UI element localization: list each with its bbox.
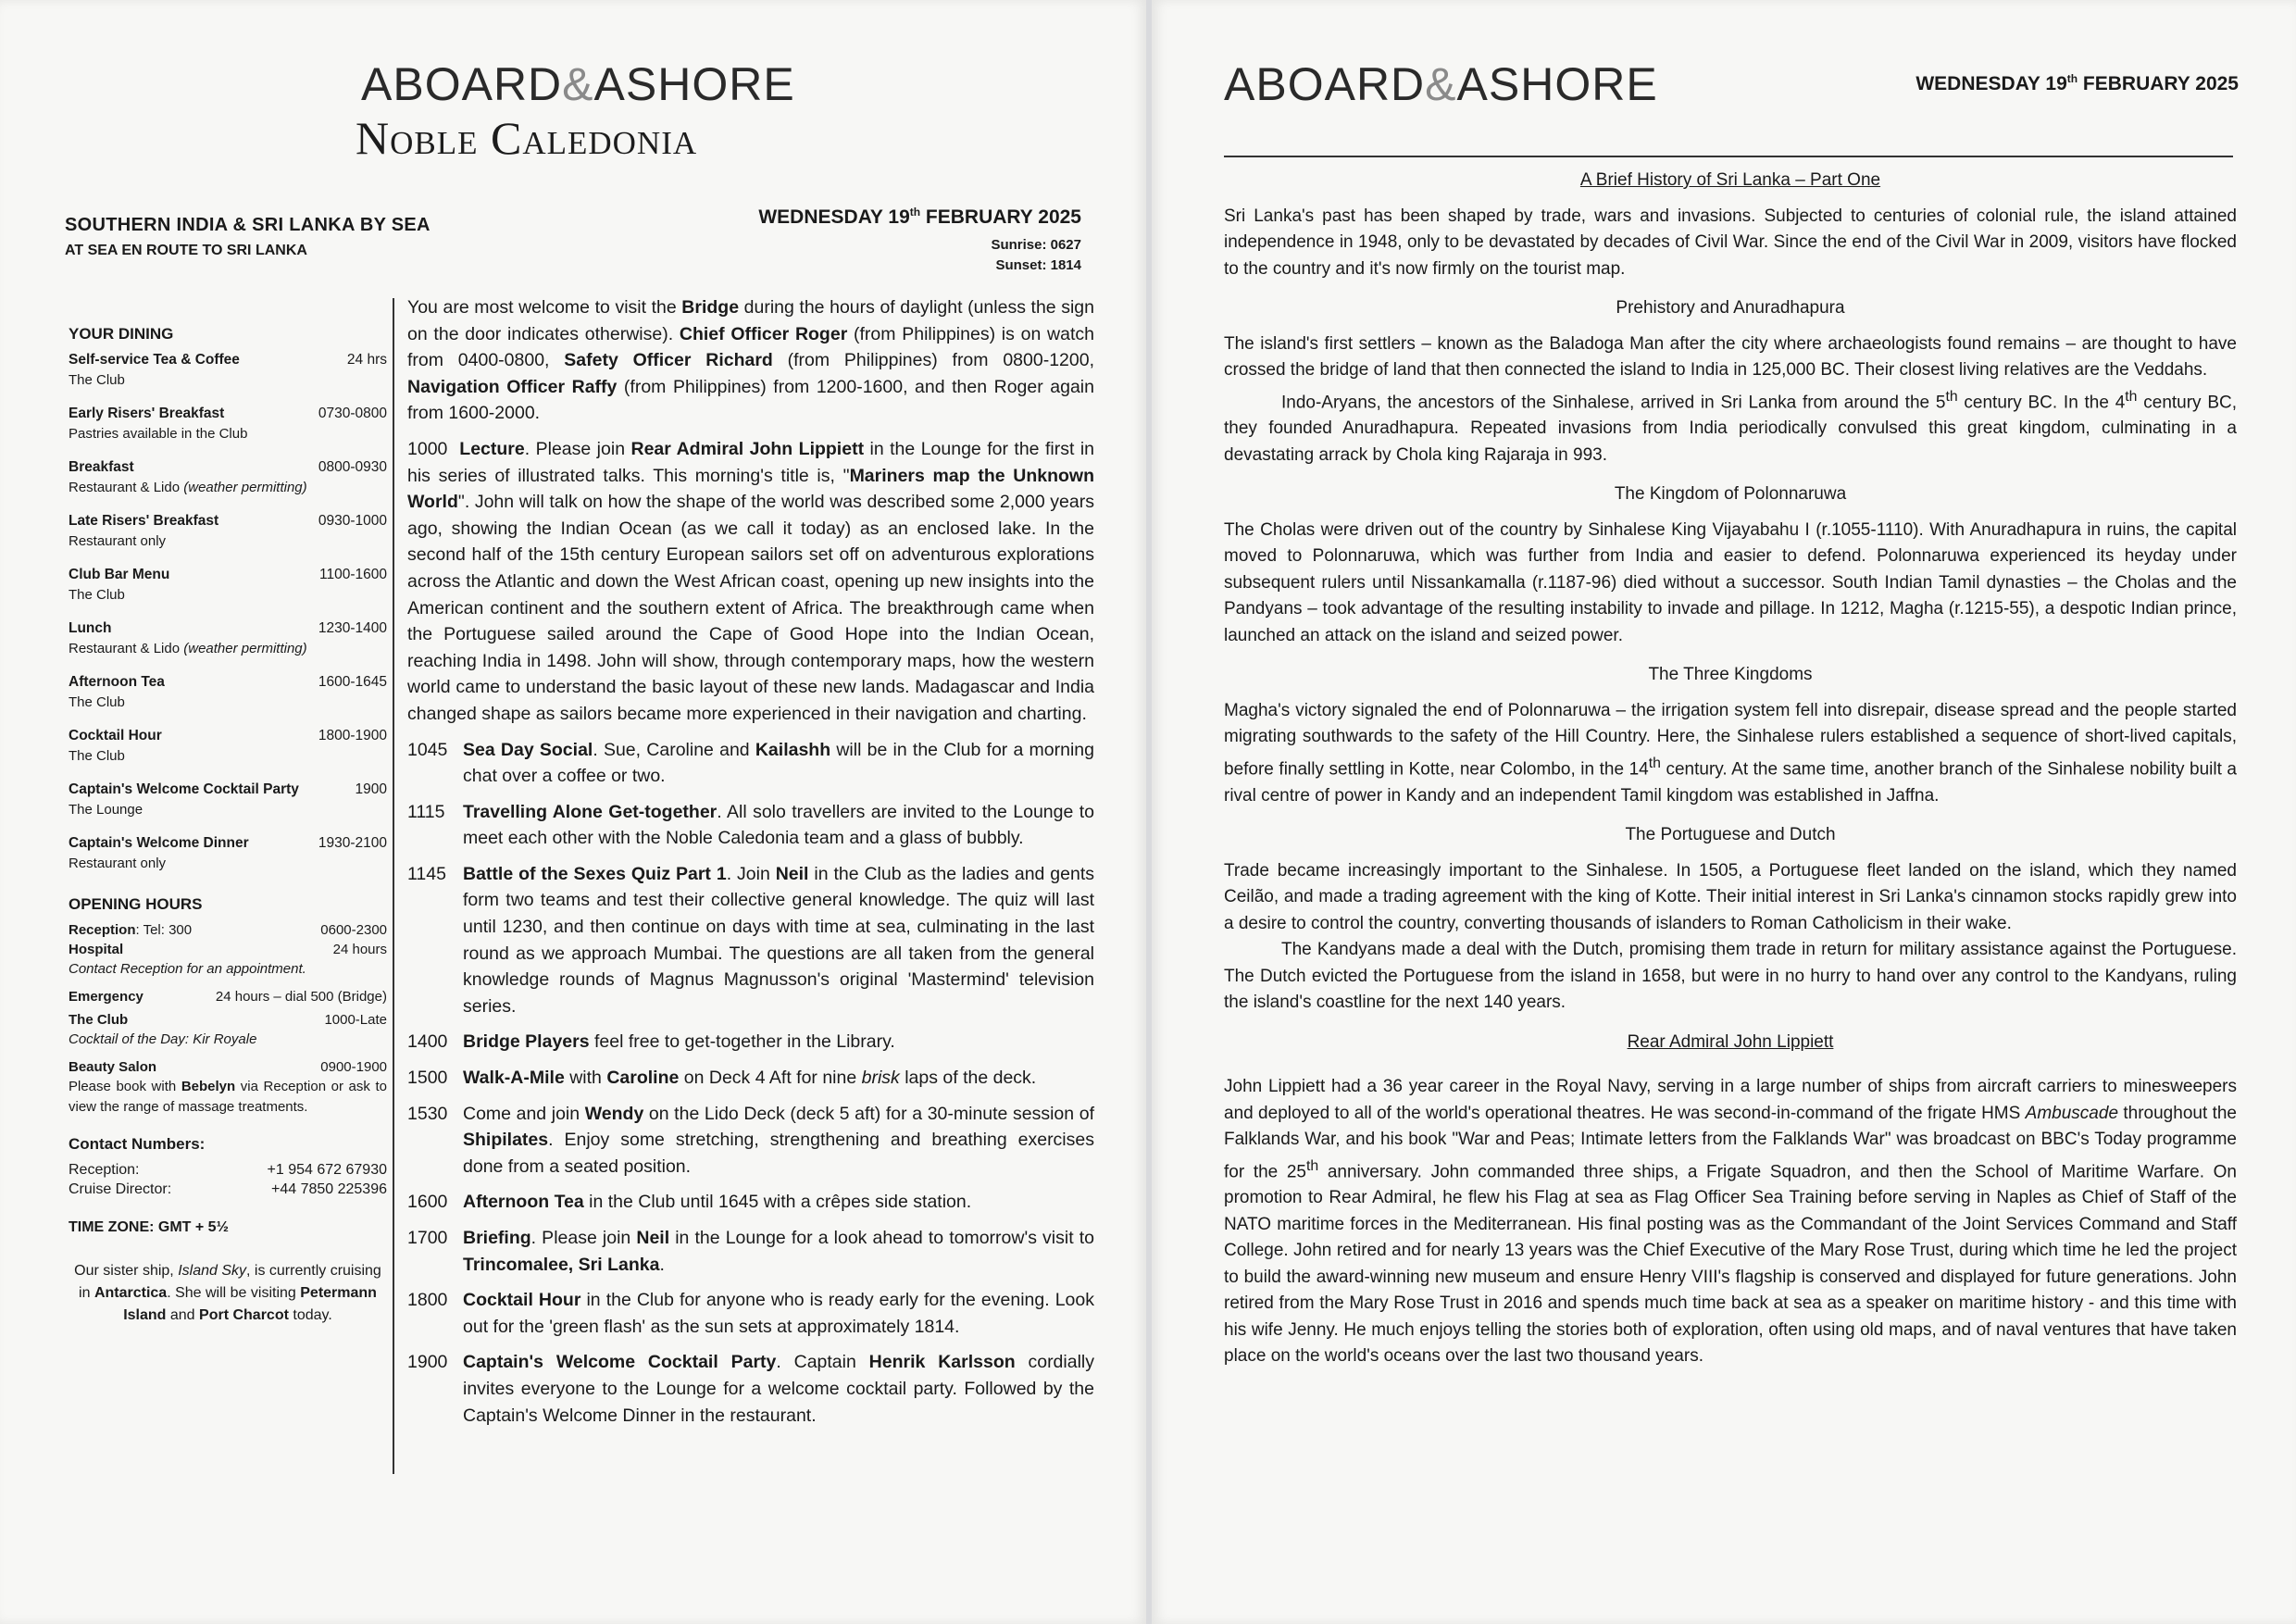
dining-item-row [69, 511, 387, 531]
dining-item-row [69, 672, 387, 693]
sunset: Sunset: 1814 [995, 257, 1081, 273]
dining-item-time: 1900 [355, 781, 387, 797]
event-1600: 1600 Afternoon Tea in the Club until 1645 with a crêpes side station. [407, 1192, 972, 1213]
event-1045: 1045 Sea Day Social. Sue, Caroline and Kailashh will be in the Club for a morning chat over a coffee or two. [407, 739, 1094, 787]
bridge-intro: You are most welcome to visit the Bridge during the hours of daylight (unless the sign on the door indicates otherwise). Chief Officer Roger (from Philippines) is on watch from 0400-0800, Safety Officer Richard (from Philippines) from 0800-1200, Navigation Officer Raffy (from Philippines) from 1200-1600, and then Roger again from 1600-2000. [407, 297, 1094, 424]
dining-item-where: The Club [69, 587, 125, 603]
dining-list [69, 350, 387, 874]
section-prehistory: Prehistory and Anuradhapura [1616, 298, 1845, 318]
event-1000: 1000 Lecture. Please join Rear Admiral John Lippiett in the Lounge for the first in his series of illustrated talks. This morning's title is, "Mariners map the Unknown World". John will talk on how the shape of the world was described some 2,000 years ago, showing the Indian Ocean (as we call it today) as an enclosed lake. In the second half of the 15th century European sailors set off on adventurous explorations across the Atlantic and down the West African coast, opening up new insights into the American continent and the southern extent of Africa. The breakthrough came when the Portuguese sailed around the Cape of Good Hope into the Indian Ocean, reaching India in 1498. John will show, through contemporary maps, how the western world came to understand the basic layout of these new lands. Madagascar and India changed shape as sailors became more experienced in their navigation and charting. [407, 438, 1094, 724]
article-intro: Sri Lanka's past has been shaped by trade, wars and invasions. Subjected to centuries of colonial rule, the island attained independence in 1948, only to be devastated by decades of Civil War. Since the end of the Civil War in 2009, visitors have flocked to the country and it's now firmly on the tourist map. [1224, 206, 2237, 279]
dining-item-where: The Club [69, 694, 125, 710]
dining-item-time: 0730-0800 [318, 406, 387, 421]
dining-item-where: The Club [69, 748, 125, 764]
dining-item [69, 565, 387, 606]
dining-item-where: Restaurant only [69, 533, 167, 549]
portuguese-para: Trade became increasingly important to the Sinhalese. In 1505, a Portuguese fleet landed on the island, which they named Ceilão, and made a trading agreement with the king of Kotte. Their initial interest in Sri Lanka's cinnamon stocks rapidly grew into a desire to control the country, converting thousands of islanders to Roman Catholicism in their wake. [1224, 860, 2237, 933]
event-1530: 1530 Come and join Wendy on the Lido Deck (deck 5 aft) for a 30-minute session of Shipilates. Enjoy some stretching, strengthening and breathing exercises done from a seated position. [407, 1103, 1094, 1177]
masthead-left [356, 57, 795, 164]
history-article [1224, 162, 2237, 1370]
beauty-note: Please book with Bebelyn via Reception or ask to view the range of massage treatments. [69, 1079, 387, 1115]
dining-item [69, 833, 387, 874]
dining-item-row [69, 350, 387, 370]
dining-item-row [69, 404, 387, 424]
dining-item-name: Lunch [69, 620, 112, 636]
contact-reception: Reception: +1 954 672 67930 [69, 1162, 387, 1178]
issue-date: WEDNESDAY 19th FEBRUARY 2025 [758, 206, 1081, 228]
masthead-right [1224, 57, 1658, 111]
brand-aboard-ashore: ABOARD&ASHORE [361, 58, 795, 110]
prehistory-para-1: The island's first settlers – known as the Baladoga Man after the city where archaeologists found remains – are thought to have crossed the bridge of land that then connected the island to India in 125,000 BC. Their closest living relatives are the Veddahs. [1224, 333, 2237, 380]
hours-heading: OPENING HOURS [69, 895, 203, 913]
dining-item [69, 780, 387, 820]
cruise-title: SOUTHERN INDIA & SRI LANKA BY SEA [65, 215, 430, 235]
event-1145: 1145 Battle of the Sexes Quiz Part 1. Join Neil in the Club as the ladies and gents form two teams and test their collective general knowledge. The quiz will last until 1230, and then continue on days with time at sea, culminating in the last round as we approach Mumbai. The questions are all taken from the general knowledge rounds of Magnus Magnusson's original 'Mastermind' television series. [407, 863, 1094, 1017]
dining-item [69, 511, 387, 552]
polonnaruwa-para: The Cholas were driven out of the country by Sinhalese King Vijayabahu I (r.1055-1110). With Anuradhapura in ruins, the capital moved to Polonnaruwa, which was further from India and easier to defend. Polonnaruwa experienced its heyday under subsequent rulers until Nissankamalla (r.1187-96) died without a successor. South Indian Tamil dynasties – the Cholas and the Pandyans – took advantage of the resulting instability to invade and pillage. In 1212, Magha (r.1215-55), a despotic Indian prince, launched an attack on the island and seized power. [1224, 519, 2237, 645]
event-1400: 1400 Bridge Players feel free to get-together in the Library. [407, 1031, 895, 1053]
time-zone: TIME ZONE: GMT + 5½ [69, 1219, 229, 1235]
dining-item [69, 618, 387, 659]
prehistory-para-2: Indo-Aryans, the ancestors of the Sinhalese, arrived in Sri Lanka from around the 5th century BC. In the 4th century BC, they founded Anuradhapura. Repeated invasions from India periodically convulsed this great kingdom, culminating in a devastating arrack by Chola king Rajaraja in 993. [1224, 388, 2237, 465]
hours-hospital: Hospital 24 hours [69, 942, 387, 957]
dining-item-row [69, 726, 387, 746]
dining-item-time: 1100-1600 [319, 567, 387, 582]
section-three-kingdoms: The Three Kingdoms [1648, 665, 1813, 685]
hours-emergency: Emergency 24 hours – dial 500 (Bridge) [69, 989, 387, 1005]
dining-item-name: Early Risers' Breakfast [69, 406, 225, 421]
daily-programme [407, 294, 1094, 1438]
dining-item-where: Pastries available in the Club [69, 426, 248, 442]
column-divider [393, 298, 394, 1474]
dutch-para: The Kandyans made a deal with the Dutch, promising them trade in return for military assistance against the Portuguese. The Dutch evicted the Portuguese from the island in 1658, but were in no hurry to hand over any control to the Kandyans, ruling the island's coastline for the next 140 years. [1224, 940, 2237, 1013]
dining-item [69, 350, 387, 391]
sun-times [991, 235, 1081, 276]
dining-item-time: 0930-1000 [318, 513, 387, 529]
dining-item-name: Cocktail Hour [69, 728, 162, 743]
dining-item-row [69, 833, 387, 854]
sister-ship-note: Our sister ship, Island Sky, is currently cruising in Antarctica. She will be visiting Petermann Island and Port Charcot today. [74, 1263, 381, 1323]
dining-item-time: 1930-2100 [318, 835, 387, 851]
three-kingdoms-para: Magha's victory signaled the end of Polonnaruwa – the irrigation system fell into disrepair, disease spread and the people started migrating southwards to the safety of the Hill Country. Here, the Sinhalese rulers established a sequence of short-lived capitals, before finally settling in Kotte, near Colombo, in the 14th century. At the same time, another branch of the Sinhalese nobility built a rival centre of power in Kandy and an independent Tamil kingdom was established in Jaffna. [1224, 700, 2237, 806]
dining-item [69, 404, 387, 444]
dining-item-where: Restaurant only [69, 856, 167, 871]
contact-cruise-director: Cruise Director: +44 7850 225396 [69, 1181, 387, 1197]
bio-title: Rear Admiral John Lippiett [1627, 1031, 1834, 1052]
left-page [0, 0, 1146, 1624]
dining-item [69, 726, 387, 767]
dining-item-row [69, 457, 387, 478]
dining-heading: YOUR DINING [69, 325, 174, 343]
bio-para: John Lippiett had a 36 year career in the Royal Navy, serving in a large number of ships from aircraft carriers to minesweepers and deployed to all of the world's operational theatres. He was second-in-command of the frigate HMS Ambuscade throughout the Falklands War, and his book "War and Peas; Intimate letters from the Falklands War" was broadcast on BBC's Today programme for the 25th anniversary. John commanded three ships, a Frigate Squadron, and then the School of Maritime Warfare. On promotion to Rear Admiral, he flew his Flag at sea as Flag Officer Sea Training before serving in Naples as Chief of Staff of the NATO maritime forces in the Mediterranean. His final posting was as the Commandant of the Joint Services Command and Staff College. John retired and for nearly 13 years was the Chief Executive of the Mary Rose Trust, during which time he led the project to build the award-winning new museum and ensure Henry VIII's flagship is conserved and displayed for future generations. John retired from the Mary Rose Trust in 2016 and spends much time back at sea as a speaker on maritime history - and this time with his wife Jenny. He much enjoys telling the stories both of exploration, often using old maps, and of naval ventures that have taken place on the world's oceans over the last two thousand years. [1224, 1077, 2238, 1367]
hospital-note: Contact Reception for an appointment. [69, 961, 306, 977]
dining-item-time: 0800-0930 [318, 459, 387, 475]
event-1800: 1800 Cocktail Hour in the Club for anyone who is ready early for the evening. Look out for the 'green flash' as the sun sets at approximately 1814. [407, 1290, 1094, 1337]
dining-item [69, 457, 387, 498]
contacts-heading: Contact Numbers: [69, 1135, 206, 1153]
event-1115: 1115 Travelling Alone Get-together. All solo travellers are invited to the Lounge to meet each other with the Noble Caledonia team and a glass of bubbly. [407, 801, 1094, 849]
dining-item-time: 1600-1645 [318, 674, 387, 690]
dining-item-where: The Club [69, 372, 125, 388]
brand-aboard-ashore-right: ABOARD&ASHORE [1224, 58, 1658, 110]
dining-item-where: Restaurant & Lido (weather permitting) [69, 641, 307, 656]
dining-item-row [69, 618, 387, 639]
dining-item-time: 1800-1900 [318, 728, 387, 743]
dining-item-name: Breakfast [69, 459, 134, 475]
dining-item-time: 24 hrs [346, 352, 387, 368]
club-note: Cocktail of the Day: Kir Royale [69, 1031, 257, 1047]
issue-date-right: WEDNESDAY 19th FEBRUARY 2025 [1915, 72, 2239, 94]
dining-item-time: 1230-1400 [318, 620, 387, 636]
event-1900: 1900 Captain's Welcome Cocktail Party. Captain Henrik Karlsson cordially invites everyone to the Lounge for a welcome cocktail party. Followed by the Captain's Welcome Dinner in the restaurant. [407, 1352, 1094, 1426]
dining-item-where: The Lounge [69, 802, 144, 818]
dining-item-name: Late Risers' Breakfast [69, 513, 219, 529]
dining-item-where: Restaurant & Lido (weather permitting) [69, 480, 307, 495]
event-1700: 1700 Briefing. Please join Neil in the Lounge for a look ahead to tomorrow's visit to Trincomalee, Sri Lanka. [407, 1228, 1094, 1275]
event-1500: 1500 Walk-A-Mile with Caroline on Deck 4 Aft for nine brisk laps of the deck. [407, 1068, 1037, 1089]
sidebar [69, 324, 387, 1327]
header-rule [1224, 156, 2233, 157]
hours-club: The Club 1000-Late [69, 1012, 387, 1028]
dining-item-name: Afternoon Tea [69, 674, 165, 690]
hours-beauty: Beauty Salon 0900-1900 [69, 1059, 387, 1075]
dining-item-name: Club Bar Menu [69, 567, 170, 582]
brand-noble-caledonia: Noble Caledonia [356, 112, 698, 164]
section-portuguese-dutch: The Portuguese and Dutch [1625, 825, 1836, 845]
dining-item-name: Captain's Welcome Cocktail Party [69, 781, 299, 797]
cruise-subtitle: AT SEA EN ROUTE TO SRI LANKA [65, 243, 307, 258]
right-page [1152, 0, 2296, 1624]
contact-numbers [69, 1160, 387, 1199]
dining-item-name: Self-service Tea & Coffee [69, 352, 240, 368]
section-polonnaruwa: The Kingdom of Polonnaruwa [1614, 484, 1847, 505]
hours-reception: Reception: Tel: 300 0600-2300 [69, 922, 387, 938]
dining-item-name: Captain's Welcome Dinner [69, 835, 249, 851]
article-title: A Brief History of Sri Lanka – Part One [1579, 170, 1881, 190]
dining-item [69, 672, 387, 713]
dining-item-row [69, 780, 387, 800]
sunrise: Sunrise: 0627 [991, 237, 1081, 253]
opening-hours [69, 920, 387, 1118]
dining-item-row [69, 565, 387, 585]
